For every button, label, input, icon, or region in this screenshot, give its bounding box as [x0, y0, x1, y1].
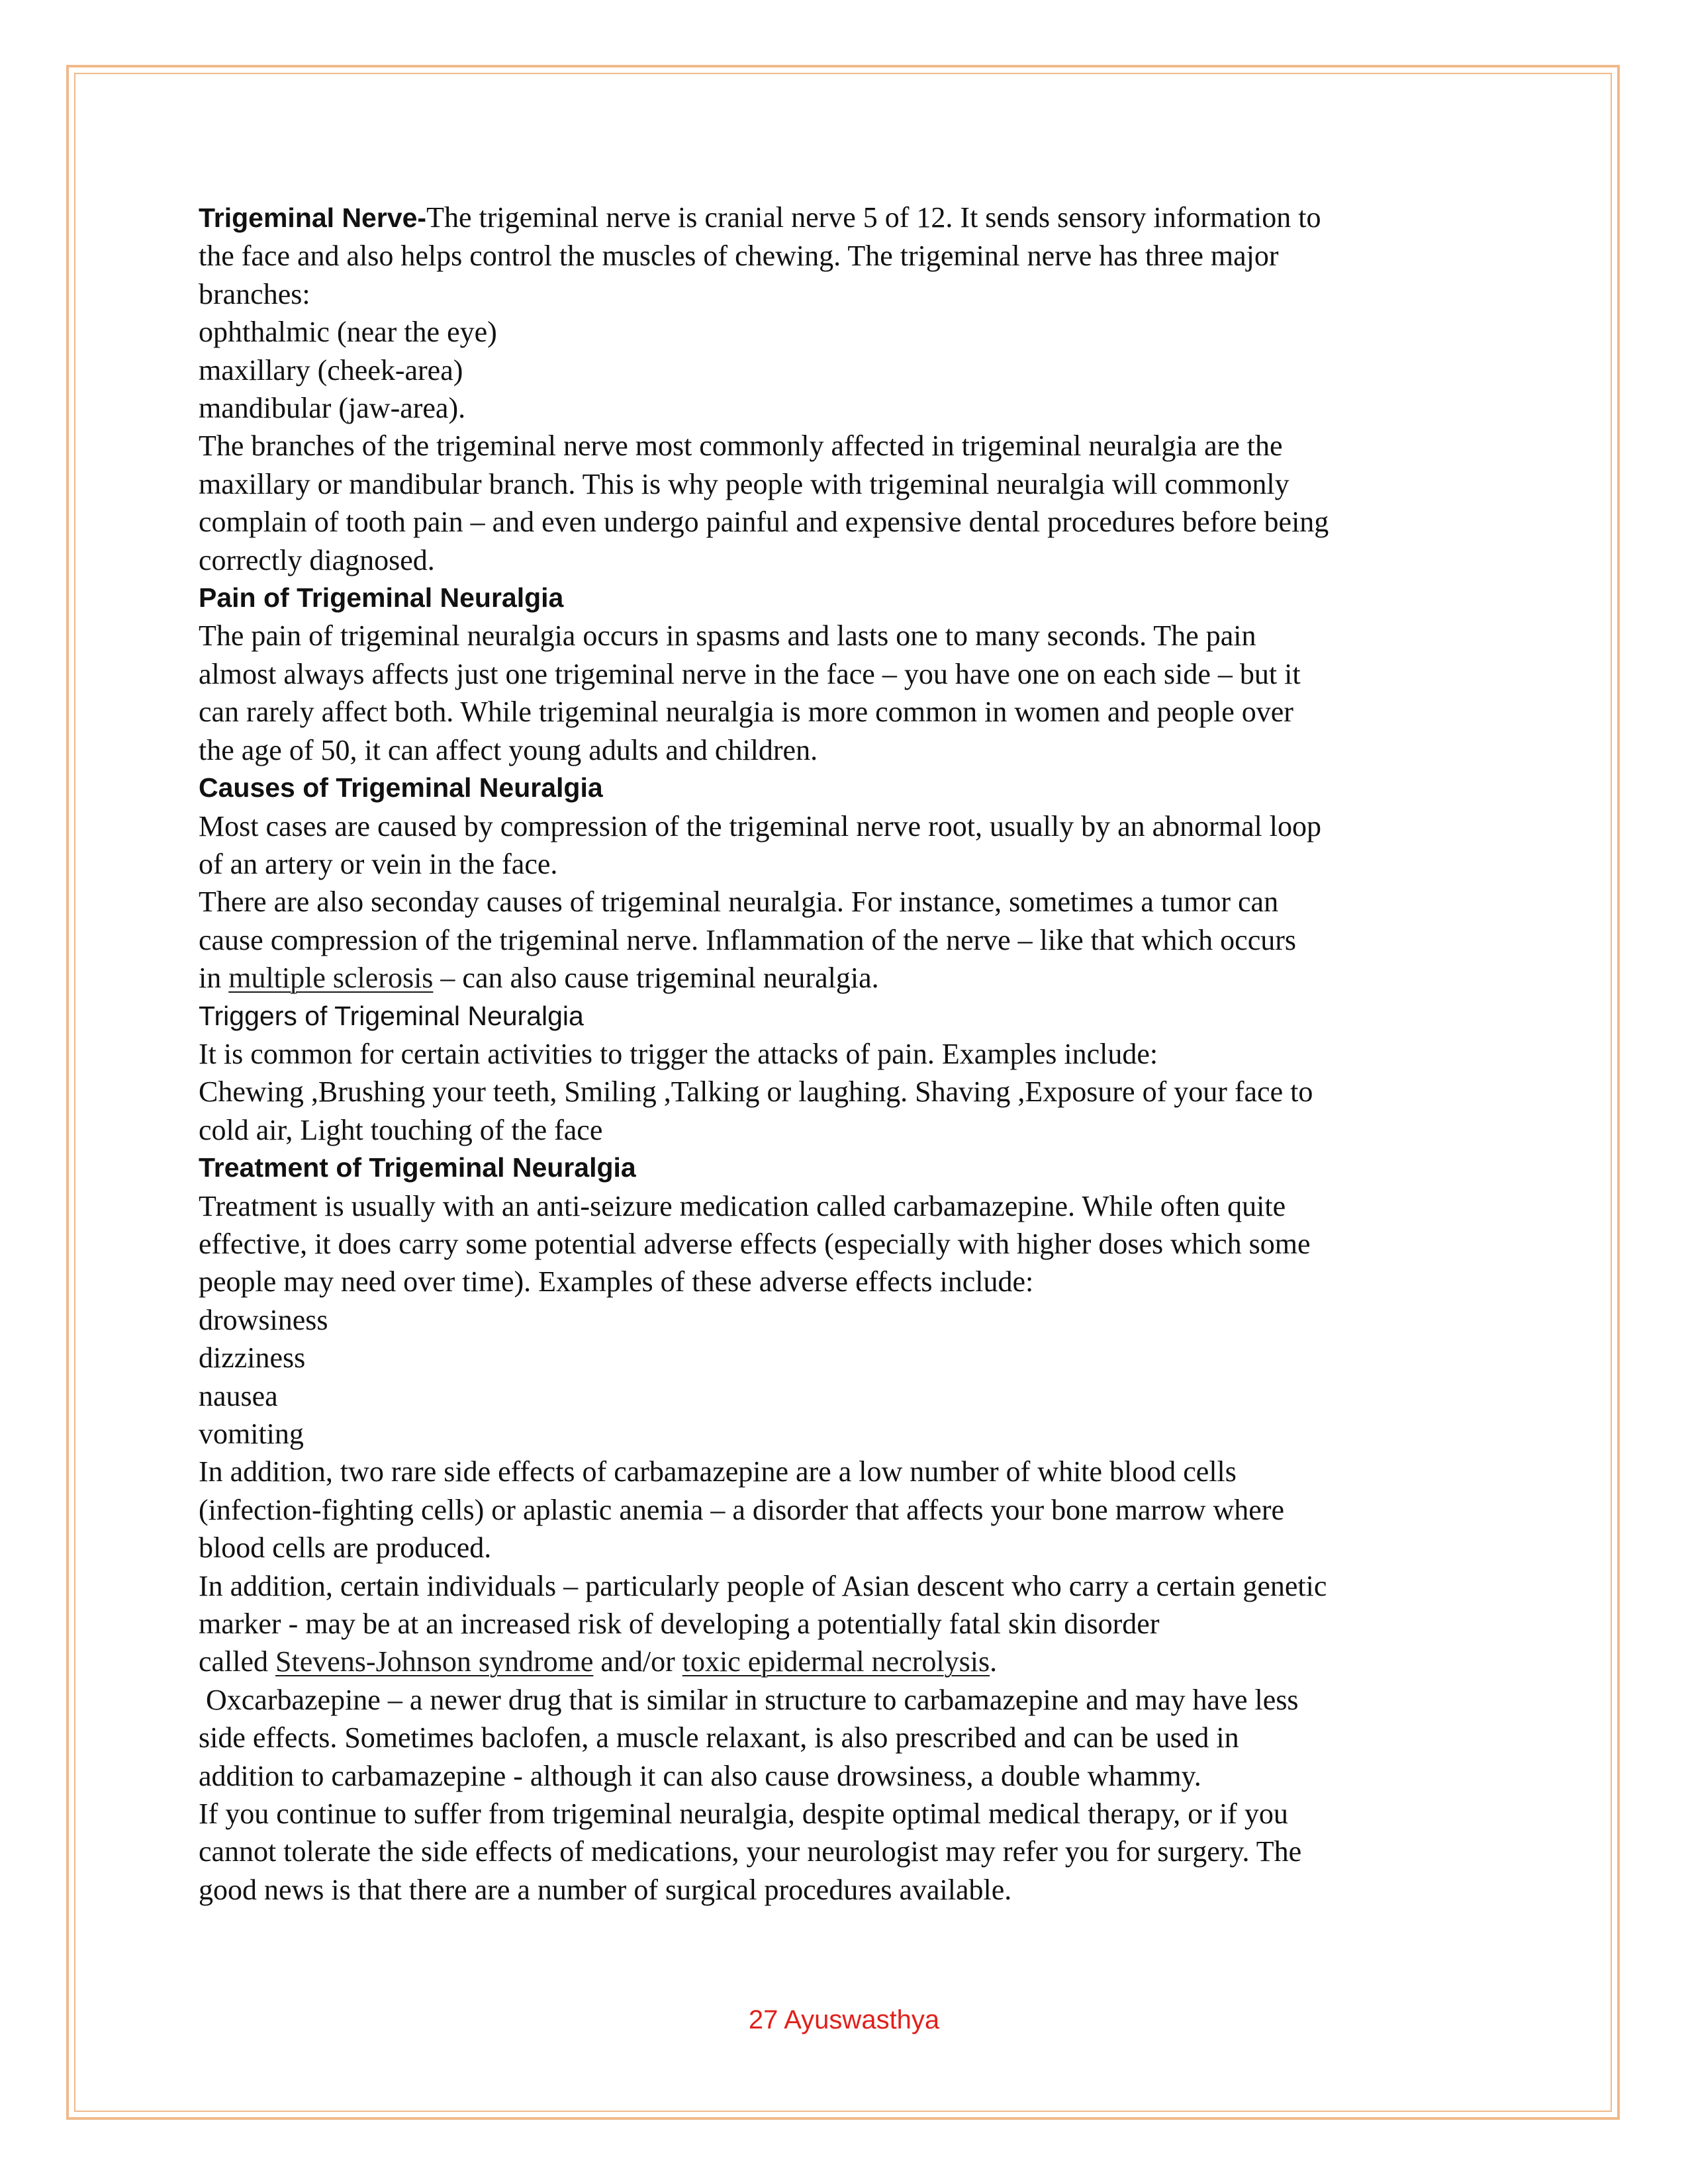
text-line: [199, 1643, 1489, 1680]
section-heading: Pain of Trigeminal Neuralgia: [199, 582, 564, 614]
section-heading: Triggers of Trigeminal Neuralgia: [199, 1000, 584, 1031]
toxic-epidermal-necrolysis-link[interactable]: toxic epidermal necrolysis: [682, 1645, 990, 1678]
text-line: Oxcarbazepine – a newer drug that is similar in structure to carbamazepine and may have less: [199, 1683, 1299, 1716]
text: called: [199, 1645, 276, 1678]
text-line: marker - may be at an increased risk of developing a potentially fatal skin disorder: [199, 1608, 1160, 1641]
text-line: [199, 959, 1489, 997]
text-line: blood cells are produced.: [199, 1531, 492, 1565]
text-line: of an artery or vein in the face.: [199, 847, 558, 880]
text-line: maxillary or mandibular branch. This is why people with trigeminal neuralgia will commonly: [199, 467, 1289, 500]
intro-line: [199, 199, 1489, 237]
text-line: Most cases are caused by compression of the trigeminal nerve root, usually by an abnormal loop: [199, 809, 1321, 842]
text-line: cannot tolerate the side effects of medications, your neurologist may refer you for surgery. The: [199, 1835, 1302, 1868]
text-line: cold air, Light touching of the face: [199, 1113, 603, 1146]
text: The trigeminal nerve is cranial nerve 5 of 12. It sends sensory information to: [426, 201, 1321, 234]
section-heading: Treatment of Trigeminal Neuralgia: [199, 1152, 636, 1183]
list-item: mandibular (jaw-area).: [199, 392, 466, 425]
section-heading: Trigeminal Nerve-: [199, 203, 427, 233]
section-heading: Causes of Trigeminal Neuralgia: [199, 772, 603, 803]
page-footer: 27 Ayuswasthya: [748, 2005, 940, 2034]
text-line: The pain of trigeminal neuralgia occurs in spasms and lasts one to many seconds. The pain: [199, 619, 1256, 653]
text: – can also cause trigeminal neuralgia.: [433, 962, 879, 995]
list-item: vomiting: [199, 1418, 304, 1450]
text-line: Treatment is usually with an anti-seizure medication called carbamazepine. While often quite: [199, 1189, 1286, 1222]
text-line: There are also seconday causes of trigeminal neuralgia. For instance, sometimes a tumor can: [199, 886, 1279, 919]
text-line: effective, it does carry some potential adverse effects (especially with higher doses which some: [199, 1227, 1311, 1260]
text-line: In addition, two rare side effects of carbamazepine are a low number of white blood cells: [199, 1455, 1237, 1488]
text-line: people may need over time). Examples of these adverse effects include:: [199, 1265, 1034, 1298]
multiple-sclerosis-link[interactable]: multiple sclerosis: [228, 962, 434, 995]
list-item: nausea: [199, 1379, 278, 1412]
stevens-johnson-link[interactable]: Stevens-Johnson syndrome: [275, 1645, 594, 1678]
text: in: [199, 962, 229, 995]
text-line: complain of tooth pain – and even undergo painful and expensive dental procedures before being: [199, 506, 1329, 539]
list-item: dizziness: [199, 1342, 306, 1375]
text-line: good news is that there are a number of surgical procedures available.: [199, 1873, 1012, 1906]
text-line: (infection-fighting cells) or aplastic anemia – a disorder that affects your bone marrow where: [199, 1493, 1285, 1526]
text-line: correctly diagnosed.: [199, 543, 435, 576]
text-line: addition to carbamazepine - although it can also cause drowsiness, a double whammy.: [199, 1759, 1201, 1792]
text-line: Chewing ,Brushing your teeth, Smiling ,Talking or laughing. Shaving ,Exposure of your face to: [199, 1075, 1313, 1109]
text-line: In addition, certain individuals – particularly people of Asian descent who carry a certain genetic: [199, 1569, 1327, 1602]
text-line: the age of 50, it can affect young adults and children.: [199, 733, 818, 766]
text: and/or: [593, 1645, 682, 1678]
text-line: The branches of the trigeminal nerve most commonly affected in trigeminal neuralgia are the: [199, 430, 1283, 463]
text-line: branches:: [199, 277, 310, 310]
text-line: cause compression of the trigeminal nerve. Inflammation of the nerve – like that which occurs: [199, 923, 1296, 956]
list-item: maxillary (cheek-area): [199, 353, 463, 387]
text: .: [990, 1645, 998, 1678]
text-line: almost always affects just one trigeminal nerve in the face – you have one on each side – but it: [199, 657, 1301, 690]
list-item: ophthalmic (near the eye): [199, 316, 497, 349]
text-line: can rarely affect both. While trigeminal neuralgia is more common in women and people over: [199, 696, 1293, 729]
text-line: If you continue to suffer from trigeminal neuralgia, despite optimal medical therapy, or if you: [199, 1797, 1288, 1831]
document-body: [199, 199, 1489, 1909]
text-line: the face and also helps control the muscles of chewing. The trigeminal nerve has three major: [199, 240, 1279, 273]
text-line: side effects. Sometimes baclofen, a muscle relaxant, is also prescribed and can be used in: [199, 1721, 1239, 1754]
list-item: drowsiness: [199, 1303, 328, 1336]
text-line: It is common for certain activities to trigger the attacks of pain. Examples include:: [199, 1037, 1158, 1070]
